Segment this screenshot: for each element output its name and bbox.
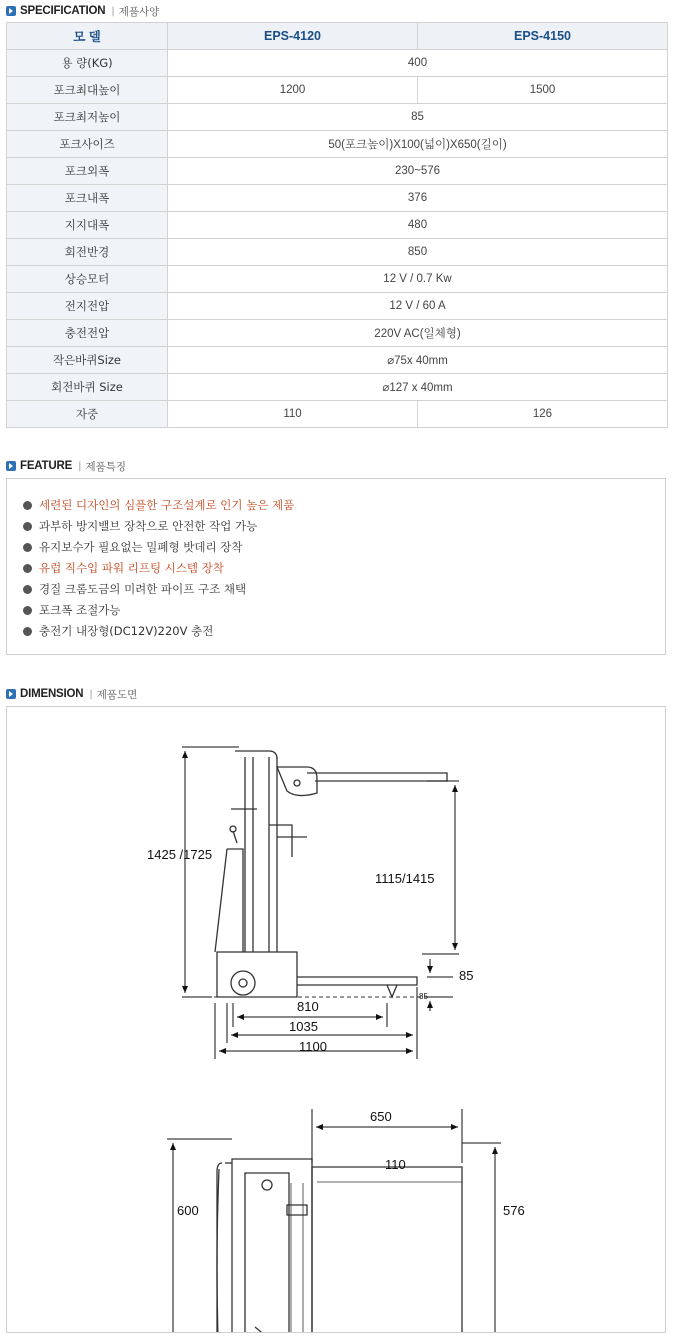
row-label: 포크최대높이 — [7, 77, 168, 104]
feature-list — [23, 495, 294, 642]
list-item: 포크폭 조절가능 — [23, 600, 294, 621]
table-row — [7, 212, 668, 239]
row-value: 376 — [168, 185, 668, 212]
table-row — [7, 293, 668, 320]
dim-width-total: 600 — [177, 1203, 199, 1218]
list-item: 유지보수가 필요없는 밀폐형 밧데리 장착 — [23, 537, 294, 558]
row-value: 220V AC(일체형) — [168, 320, 668, 347]
dim-lift-height: 1115/1415 — [375, 871, 435, 886]
list-item: 과부하 방지밸브 장착으로 안전한 작업 가능 — [23, 516, 294, 537]
dimension-section-title: DIMENSION | 제품도면 — [6, 686, 137, 702]
spec-table — [6, 22, 668, 428]
row-value: 1500 — [417, 77, 667, 104]
row-label: 포크외폭 — [7, 158, 168, 185]
bullet-icon — [23, 543, 32, 552]
row-label: 포크내폭 — [7, 185, 168, 212]
row-value: 12 V / 0.7 Kw — [168, 266, 668, 293]
header-eps4120: EPS-4120 — [168, 23, 418, 50]
row-value: 126 — [417, 401, 667, 428]
bullet-icon — [23, 501, 32, 510]
row-value: 12 V / 60 A — [168, 293, 668, 320]
row-value: 230~576 — [168, 158, 668, 185]
bullet-icon — [23, 522, 32, 531]
table-row — [7, 239, 668, 266]
table-row — [7, 374, 668, 401]
row-label: 작은바퀴Size — [7, 347, 168, 374]
dimension-box — [6, 706, 666, 1333]
spec-section-title: SPECIFICATION | 제품사양 — [6, 3, 159, 19]
dim-fork-outer: 576 — [503, 1203, 525, 1218]
dimension-title-en: DIMENSION — [20, 688, 84, 700]
dim-fork-low: 85 — [459, 968, 474, 983]
dim-wheel-base: 1035 — [289, 1019, 318, 1034]
row-value: 480 — [168, 212, 668, 239]
dim-fork-gap: 110 — [385, 1157, 406, 1172]
row-label: 포크최저높이 — [7, 104, 168, 131]
table-row — [7, 266, 668, 293]
row-value: 85 — [168, 104, 668, 131]
row-label: 충전전압 — [7, 320, 168, 347]
bullet-icon — [23, 627, 32, 636]
row-label: 포크사이즈 — [7, 131, 168, 158]
table-row — [7, 104, 668, 131]
row-value: 400 — [168, 50, 668, 77]
row-value: 110 — [168, 401, 418, 428]
dim-fork-thickness: 85 — [419, 992, 428, 1001]
dim-overall-length: 1100 — [299, 1039, 327, 1054]
row-label: 전지전압 — [7, 293, 168, 320]
dimension-drawing — [7, 707, 665, 1332]
dim-fork-len-top: 650 — [370, 1109, 392, 1124]
table-row — [7, 77, 668, 104]
table-row — [7, 158, 668, 185]
table-row — [7, 320, 668, 347]
bullet-icon — [23, 606, 32, 615]
row-label: 자중 — [7, 401, 168, 428]
bullet-icon — [23, 564, 32, 573]
dimension-title-ko: 제품도면 — [96, 688, 138, 701]
row-label: 용 량(KG) — [7, 50, 168, 77]
arrow-icon — [6, 689, 16, 699]
side-view-dimension-lines — [182, 747, 459, 1059]
row-label: 회전바퀴 Size — [7, 374, 168, 401]
row-label: 지지대폭 — [7, 212, 168, 239]
row-value: 50(포크높이)X100(넓이)X650(길이) — [168, 131, 668, 158]
list-item: 충전기 내장형(DC12V)220V 충전 — [23, 621, 294, 642]
row-value: 1200 — [168, 77, 418, 104]
table-row — [7, 50, 668, 77]
dim-fork-length: 810 — [297, 999, 319, 1014]
list-item: 유럽 직수입 파워 리프팅 시스템 장착 — [23, 558, 294, 579]
table-row — [7, 401, 668, 428]
table-row — [7, 185, 668, 212]
list-item: 세련된 디자인의 심플한 구조설계로 인기 높은 제품 — [23, 495, 294, 516]
bullet-icon — [23, 585, 32, 594]
spec-title-en: SPECIFICATION — [20, 5, 106, 17]
top-view-drawing — [207, 1159, 462, 1332]
table-row — [7, 347, 668, 374]
arrow-icon — [6, 461, 16, 471]
row-label: 상승모터 — [7, 266, 168, 293]
spec-header-row — [7, 23, 668, 50]
row-value: 850 — [168, 239, 668, 266]
feature-box — [6, 478, 666, 655]
feature-section-title: FEATURE | 제품특징 — [6, 458, 126, 474]
table-row — [7, 131, 668, 158]
dim-total-height: 1425 /1725 — [147, 847, 213, 862]
feature-title-en: FEATURE — [20, 460, 73, 472]
list-item: 경질 크롬도금의 미려한 파이프 구조 채택 — [23, 579, 294, 600]
header-model: 모 델 — [7, 23, 168, 50]
row-value: ⌀127 x 40mm — [168, 374, 668, 401]
arrow-icon — [6, 6, 16, 16]
spec-title-ko: 제품사양 — [118, 5, 160, 18]
row-label: 회전반경 — [7, 239, 168, 266]
row-value: ⌀75x 40mm — [168, 347, 668, 374]
feature-title-ko: 제품특징 — [85, 460, 127, 473]
header-eps4150: EPS-4150 — [417, 23, 667, 50]
